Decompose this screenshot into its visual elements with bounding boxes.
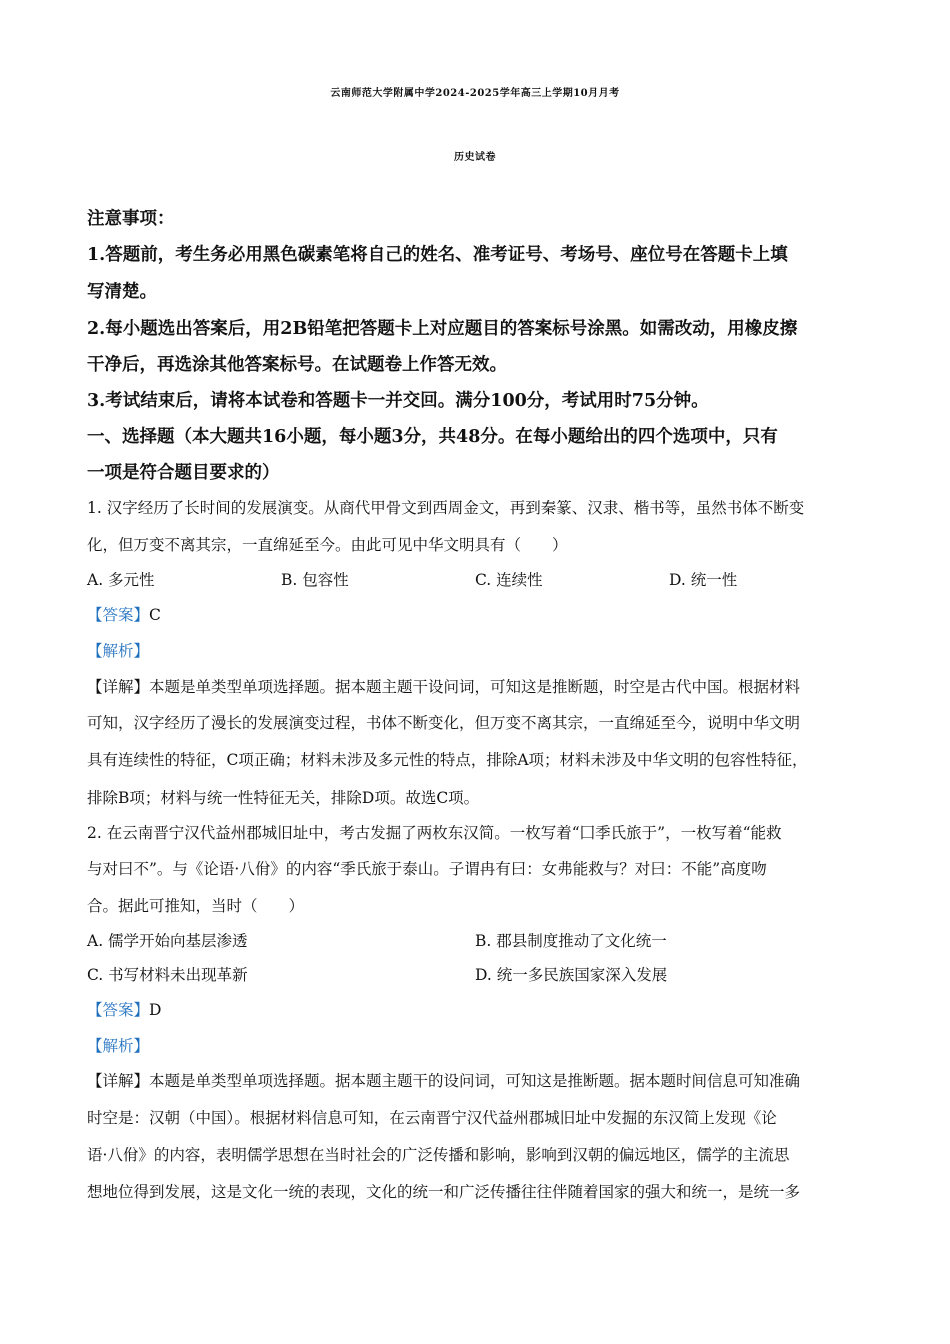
answer-label: 【答案】 — [87, 1001, 150, 1019]
detail-line: 时空是：汉朝（中国）。根据材料信息可知，在云南晋宁汉代益州郡城旧址中发掘的东汉简上发现《论 — [87, 1109, 777, 1127]
answer-value: C — [149, 606, 161, 624]
notes-line: 3.考试结束后，请将本试卷和答题卡一并交回。满分100分，考试用时75分钟。 — [87, 391, 709, 411]
question-stem: 2. 在云南晋宁汉代益州郡城旧址中，考古发掘了两枚东汉简。一枚写着“囗季氏旅于”，一枚写着“能救 — [87, 824, 782, 842]
detail-line: 可知，汉字经历了漫长的发展演变过程，书体不断变化，但万变不离其宗，一直绵延至今，说明中华文明 — [87, 714, 801, 732]
question-stem: 化，但万变不离其宗，一直绵延至今。由此可见中华文明具有（ ） — [87, 536, 568, 554]
option-d: D. 统一多民族国家深入发展 — [475, 966, 668, 984]
option-b: B. 郡县制度推动了文化统一 — [475, 932, 667, 950]
question-stem: 合。据此可推知，当时（ ） — [87, 897, 305, 915]
analysis-label: 【解析】 — [87, 1037, 150, 1055]
option-a: A. 儒学开始向基层渗透 — [87, 932, 248, 950]
option-b: B. 包容性 — [281, 571, 349, 589]
detail-line: 【详解】本题是单类型单项选择题。据本题主题干的设问词，可知这是推断题。据本题时间信息可知准确 — [87, 1072, 801, 1090]
section-heading: 一项是符合题目要求的） — [87, 463, 280, 483]
detail-label: 【详解】 — [87, 678, 150, 696]
question-stem: 与对曰不”。与《论语·八佾》的内容“季氏旅于泰山。子谓冉有曰：女弗能救与？对曰：不能”高度吻 — [87, 860, 767, 878]
detail-line: 想地位得到发展，这是文化一统的表现，文化的统一和广泛传播往往伴随着国家的强大和统一，是统一多 — [87, 1183, 801, 1201]
detail-line: 【详解】本题是单类型单项选择题。据本题主题干设问词，可知这是推断题，时空是古代中国。根据材料 — [87, 678, 801, 696]
notes-line: 1.答题前，考生务必用黑色碳素笔将自己的姓名、准考证号、考场号、座位号在答题卡上填 — [87, 245, 788, 265]
option-a: A. 多元性 — [87, 571, 155, 589]
notes-line: 2.每小题选出答案后，用2B铅笔把答题卡上对应题目的答案标号涂黑。如需改动，用橡皮擦 — [87, 319, 798, 339]
option-c: C. 连续性 — [475, 571, 543, 589]
section-heading: 一、选择题（本大题共16小题，每小题3分，共48分。在每小题给出的四个选项中，只有 — [87, 427, 778, 447]
answer-line — [87, 603, 161, 625]
detail-label: 【详解】 — [87, 1072, 150, 1090]
exam-subtitle: 历史试卷 — [454, 152, 496, 163]
answer-value: D — [149, 1001, 162, 1019]
question-stem: 1. 汉字经历了长时间的发展演变。从商代甲骨文到西周金文，再到秦篆、汉隶、楷书等，虽然书体不断变 — [87, 499, 805, 517]
exam-title: 云南师范大学附属中学2024-2025学年高三上学期10月月考 — [330, 88, 620, 99]
option-c: C. 书写材料未出现革新 — [87, 966, 248, 984]
notes-heading: 注意事项： — [87, 209, 175, 229]
analysis-label: 【解析】 — [87, 642, 150, 660]
answer-line — [87, 998, 161, 1020]
notes-line: 写清楚。 — [87, 282, 157, 302]
notes-line: 干净后，再选涂其他答案标号。在试题卷上作答无效。 — [87, 355, 507, 375]
detail-line: 排除B项；材料与统一性特征无关，排除D项。故选C项。 — [87, 789, 480, 807]
detail-line: 具有连续性的特征，C项正确；材料未涉及多元性的特点，排除A项；材料未涉及中华文明的包容性特征， — [87, 751, 808, 769]
answer-label: 【答案】 — [87, 606, 150, 624]
detail-line: 语·八佾》的内容，表明儒学思想在当时社会的广泛传播和影响，影响到汉朝的偏远地区，儒学的主流思 — [87, 1146, 790, 1164]
option-d: D. 统一性 — [669, 571, 738, 589]
